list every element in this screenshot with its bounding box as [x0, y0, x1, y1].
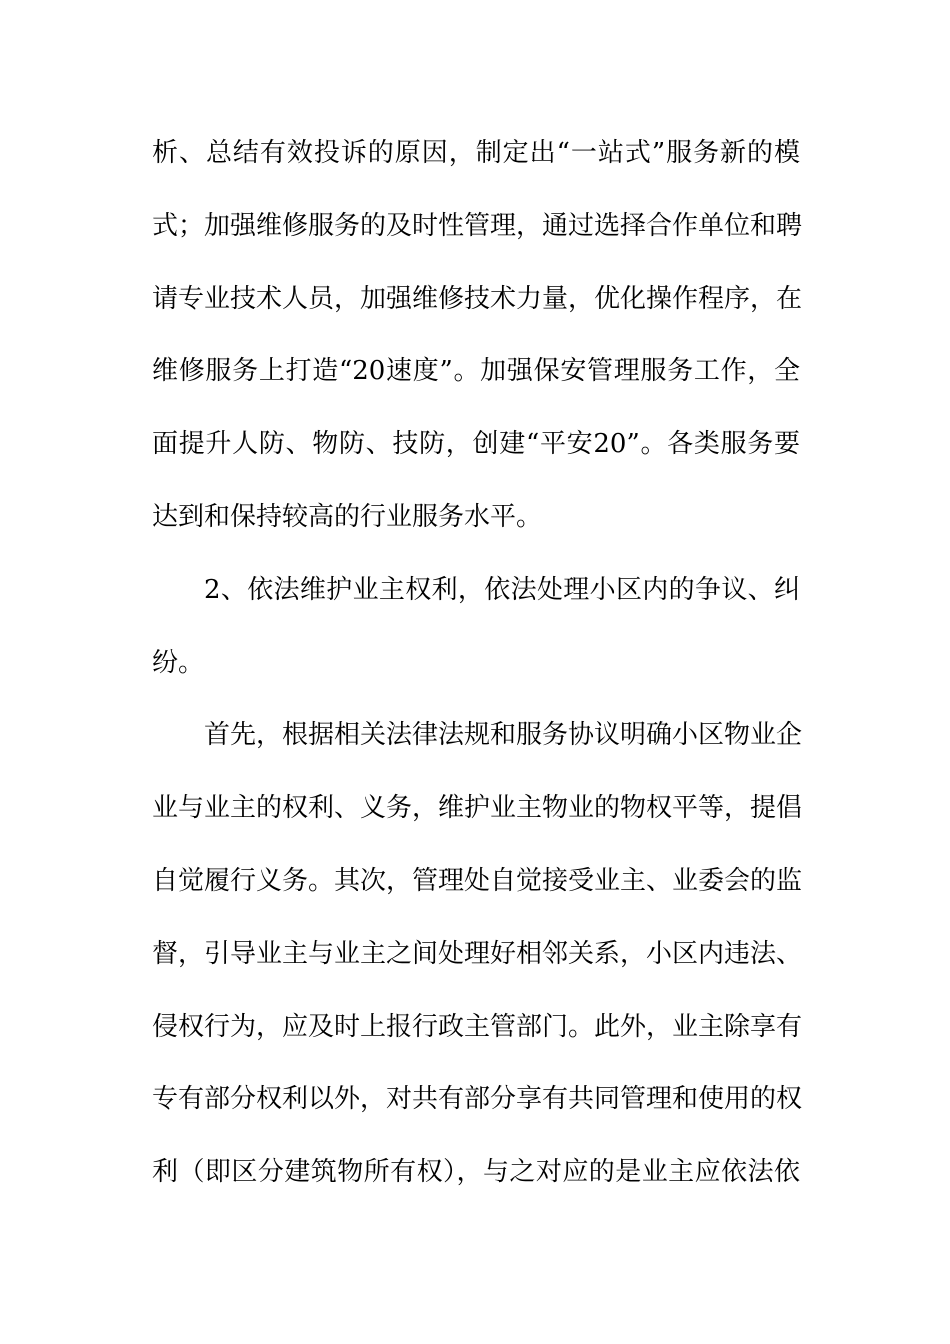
text-line-2: 式；加强维修服务的及时性管理，通过选择合作单位和聘: [152, 210, 803, 241]
text-line-11: 自觉履行义务。其次，管理处自觉接受业主、业委会的监: [152, 865, 803, 896]
text-line-8: 纷。: [152, 647, 205, 678]
text-line-15: 利（即区分建筑物所有权），与之对应的是业主应依法依: [152, 1157, 800, 1188]
text-line-10: 业与业主的权利、义务，维护业主物业的物权平等，提倡: [152, 793, 803, 824]
text-line-3: 请专业技术人员，加强维修技术力量，优化操作程序，在: [152, 283, 803, 314]
text-line-12: 督，引导业主与业主之间处理好相邻关系，小区内违法、: [152, 938, 803, 969]
text-line-1: 析、总结有效投诉的原因，制定出“一站式”服务新的模: [152, 138, 800, 168]
text-line-6: 达到和保持较高的行业服务水平。: [152, 501, 543, 532]
text-line-9: 首先，根据相关法律法规和服务协议明确小区物业企: [204, 720, 803, 751]
text-line-4: 维修服务上打造“20速度”。加强保安管理服务工作，全: [152, 356, 800, 387]
text-line-5: 面提升人防、物防、技防，创建“平安20”。各类服务要: [152, 429, 800, 460]
text-line-7: 2、依法维护业主权利，依法处理小区内的争议、纠: [204, 574, 800, 605]
text-line-14: 专有部分权利以外，对共有部分享有共同管理和使用的权: [152, 1084, 803, 1115]
text-line-13: 侵权行为，应及时上报行政主管部门。此外，业主除享有: [152, 1011, 803, 1042]
